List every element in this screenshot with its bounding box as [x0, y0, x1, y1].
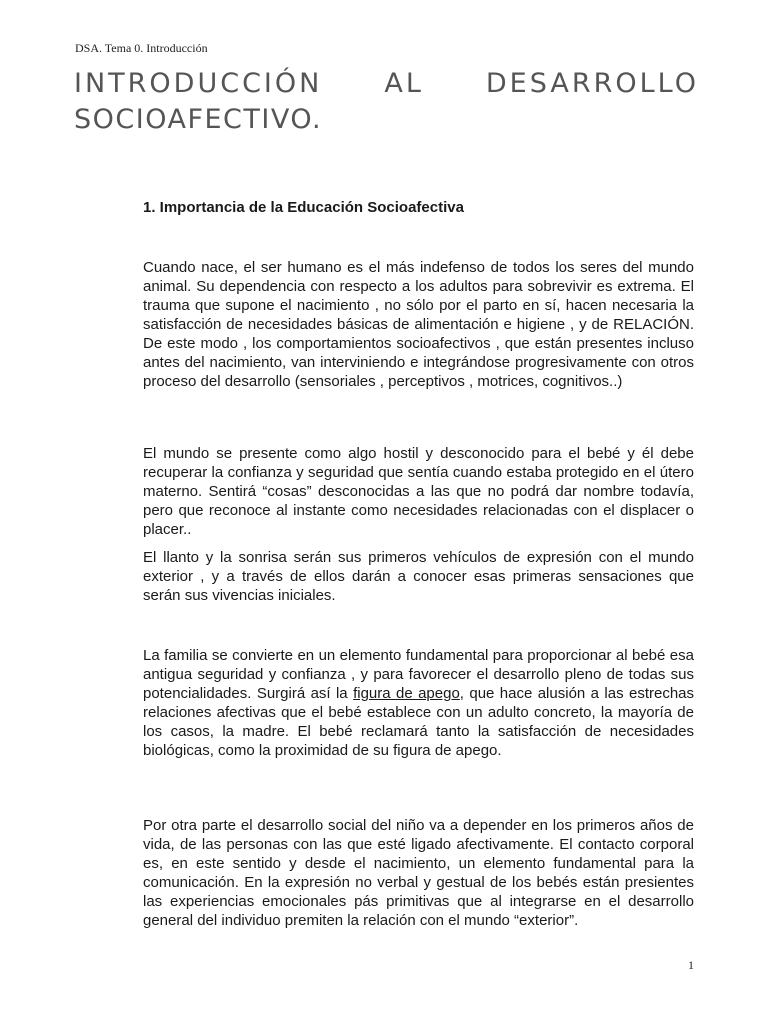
paragraph-mundo-hostil: El mundo se presente como algo hostil y desconocido para el bebé y él debe recuperar la confianza y seguridad que sentía cuando estaba protegido en el útero materno. Sentirá “cosas” desconocidas a las que no podrá dar nombre todavía, pero que reconoce al instante como necesidades relacionadas con el displacer o placer..: [143, 445, 694, 538]
section-heading: 1. Importancia de la Educación Socioafectiva: [143, 199, 464, 216]
paragraph-familia-text-start: La familia se convierte en un elemento fundamental para proporcionar al bebé esa antigua seguridad y confianza , y para favorecer el desarrollo pleno de todas sus potencialidades. Surgirá así la: [143, 647, 694, 702]
paragraph-familia: [143, 646, 694, 760]
document-title-line-1: INTRODUCCIÓN AL DESARROLLO: [74, 68, 699, 99]
paragraph-familia-text-end: , que hace alusión a las estrechas relaciones afectivas que el bebé establece con un adulto concreto, la mayoría de los casos, la madre. El bebé reclamará tanto la satisfacción de necesidades biológicas, como la proximidad de su figura de apego.: [143, 685, 695, 759]
document-title-line-2: SOCIOAFECTIVO.: [74, 104, 323, 135]
page-number: 1: [688, 958, 694, 972]
running-header: DSA. Tema 0. Introducción: [75, 41, 208, 55]
document-title: [74, 66, 699, 138]
figura-de-apego-term: figura de apego: [353, 685, 460, 702]
paragraph-nacimiento: Cuando nace, el ser humano es el más indefenso de todos los seres del mundo animal. Su dependencia con respecto a los adultos para sobrevivir es extrema. El trauma que supone el nacimiento , no sólo por el parto en sí, hacen necesaria la satisfacción de necesidades básicas de alimentación e higiene , y de RELACIÓN. De este modo , los comportamientos socioafectivos , que están presentes incluso antes del nacimiento, van interviniendo e integrándose progresivamente con otros proceso del desarrollo (sensoriales , perceptivos , motrices, cognitivos..): [143, 259, 694, 390]
paragraph-llanto-sonrisa: El llanto y la sonrisa serán sus primeros vehículos de expresión con el mundo exterior , y a través de ellos darán a conocer esas primeras sensaciones que serán sus vivencias iniciales.: [143, 549, 694, 604]
paragraph-desarrollo-social: Por otra parte el desarrollo social del niño va a depender en los primeros años de vida, de las personas con las que esté ligado afectivamente. El contacto corporal es, en este sentido y desde el nacimiento, un elemento fundamental para la comunicación. En la expresión no verbal y gestual de los bebés están presientes las experiencias emocionales pás primitivas que al integrarse en el desarrollo general del individuo premiten la relación con el mundo “exterior”.: [143, 817, 694, 929]
